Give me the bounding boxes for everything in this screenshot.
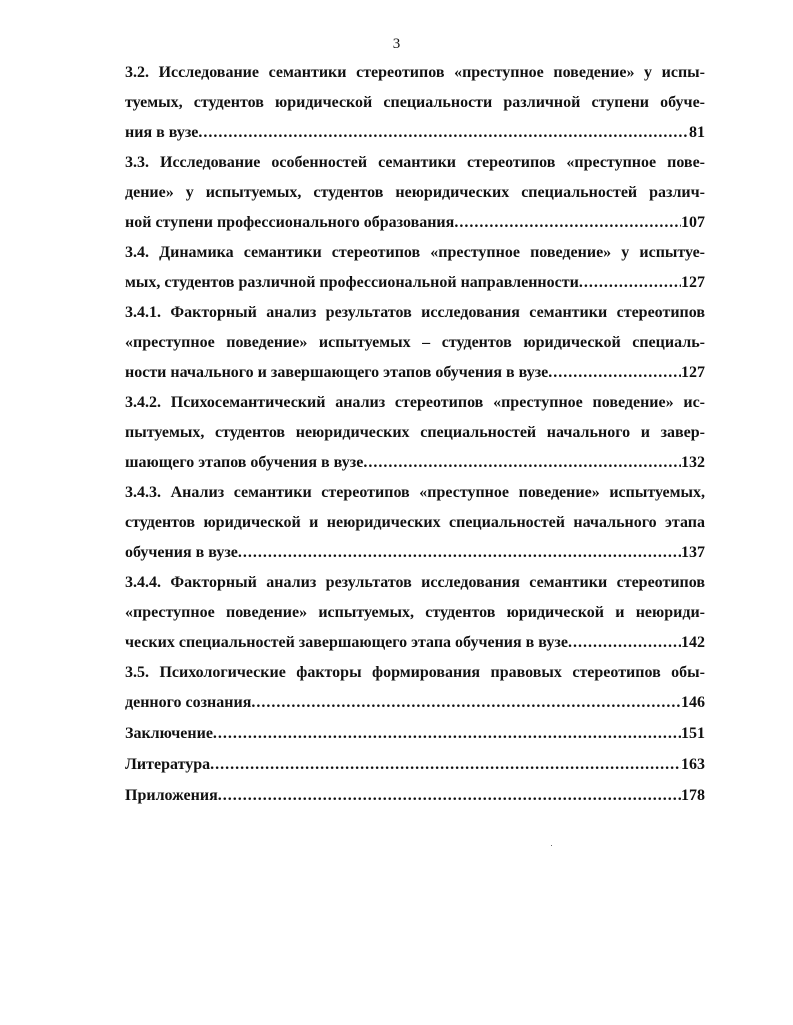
toc-entry-3-3: [125, 148, 705, 238]
toc-line: «преступное поведение» испытуемых, студентов юридической и неюриди-: [125, 604, 705, 621]
toc-entry-title-end: ности начального и завершающего этапов обучения в вузе: [125, 364, 549, 381]
toc-entry-title-end: мых, студентов различной профессиональной направленности: [125, 274, 579, 291]
table-of-contents: [125, 58, 705, 811]
dot-leader: [198, 118, 689, 148]
toc-line: пытуемых, студентов неюридических специальностей начального и завер-: [125, 424, 705, 441]
dot-leader: [238, 538, 681, 568]
toc-page-number: 107: [681, 214, 705, 231]
toc-last-line: [125, 718, 705, 749]
dot-leader: [579, 268, 681, 298]
toc-page-number: 127: [681, 274, 705, 291]
toc-last-line: [125, 268, 705, 298]
toc-page-number: 137: [681, 544, 705, 561]
toc-line: туемых, студентов юридической специальности различной ступени обуче-: [125, 94, 705, 111]
toc-entry-title-end: Литература: [125, 756, 211, 773]
dot-leader: [548, 358, 681, 388]
dot-leader: [213, 718, 681, 749]
toc-entry-literature: [125, 749, 705, 780]
dot-leader: [210, 749, 681, 780]
page-number: 3: [392, 36, 401, 52]
toc-line: 3.3. Исследование особенностей семантики стереотипов «преступное пове-: [125, 154, 705, 171]
toc-page-number: 151: [681, 725, 705, 742]
toc-last-line: [125, 538, 705, 568]
toc-last-line: [125, 358, 705, 388]
toc-entry-3-2: [125, 58, 705, 148]
toc-entry-title-end: Заключение: [125, 725, 213, 742]
toc-line: 3.4.4. Факторный анализ результатов исследования семантики стереотипов: [125, 574, 705, 591]
toc-last-line: [125, 118, 705, 148]
toc-page-number: 163: [681, 756, 705, 773]
toc-entry-appendices: [125, 780, 705, 811]
toc-line: студентов юридической и неюридических специальностей начального этапа: [125, 514, 705, 531]
toc-entry-3-4-2: [125, 388, 705, 478]
toc-line: 3.4.2. Психосемантический анализ стереотипов «преступное поведение» ис-: [125, 394, 705, 411]
toc-last-line: [125, 628, 705, 658]
toc-entry-title-end: ния в вузе: [125, 124, 199, 141]
toc-entry-title-end: ческих специальностей завершающего этапа обучения в вузе: [125, 634, 568, 651]
scan-speck: [551, 845, 552, 846]
toc-entry-conclusion: [125, 718, 705, 749]
toc-last-line: [125, 688, 705, 718]
dot-leader: [363, 448, 681, 478]
dot-leader: [251, 688, 681, 718]
toc-page-number: 178: [681, 787, 705, 804]
toc-line: «преступное поведение» испытуемых – студентов юридической специаль-: [125, 334, 705, 351]
toc-entry-title-end: Приложения: [125, 787, 218, 804]
toc-page-number: 81: [689, 124, 705, 141]
toc-line: 3.4.3. Анализ семантики стереотипов «преступное поведение» испытуемых,: [125, 484, 705, 501]
toc-page-number: 132: [681, 454, 705, 471]
toc-last-line: [125, 780, 705, 811]
toc-entry-title-end: денного сознания: [125, 694, 252, 711]
toc-entry-3-4-4: [125, 568, 705, 658]
toc-entry-3-4-1: [125, 298, 705, 388]
toc-page-number: 127: [681, 364, 705, 381]
toc-line: дение» у испытуемых, студентов неюридических специальностей различ-: [125, 184, 705, 201]
toc-line: 3.4. Динамика семантики стереотипов «преступное поведение» у испытуе-: [125, 244, 705, 261]
toc-line: 3.2. Исследование семантики стереотипов «преступное поведение» у испы-: [125, 64, 705, 81]
toc-line: 3.5. Психологические факторы формирования правовых стереотипов обы-: [125, 664, 705, 681]
toc-entry-title-end: шающего этапов обучения в вузе: [125, 454, 364, 471]
toc-entry-3-4: [125, 238, 705, 298]
toc-last-line: [125, 208, 705, 238]
toc-entry-title-end: обучения в вузе: [125, 544, 238, 561]
dot-leader: [568, 628, 681, 658]
toc-last-line: [125, 448, 705, 478]
toc-entry-title-end: ной ступени профессионального образования: [125, 214, 455, 231]
toc-last-line: [125, 749, 705, 780]
toc-entry-3-5: [125, 658, 705, 718]
toc-page-number: 146: [681, 694, 705, 711]
dot-leader: [218, 780, 681, 811]
toc-page-number: 142: [681, 634, 705, 651]
toc-entry-3-4-3: [125, 478, 705, 568]
dot-leader: [454, 208, 681, 238]
toc-line: 3.4.1. Факторный анализ результатов исследования семантики стереотипов: [125, 304, 705, 321]
